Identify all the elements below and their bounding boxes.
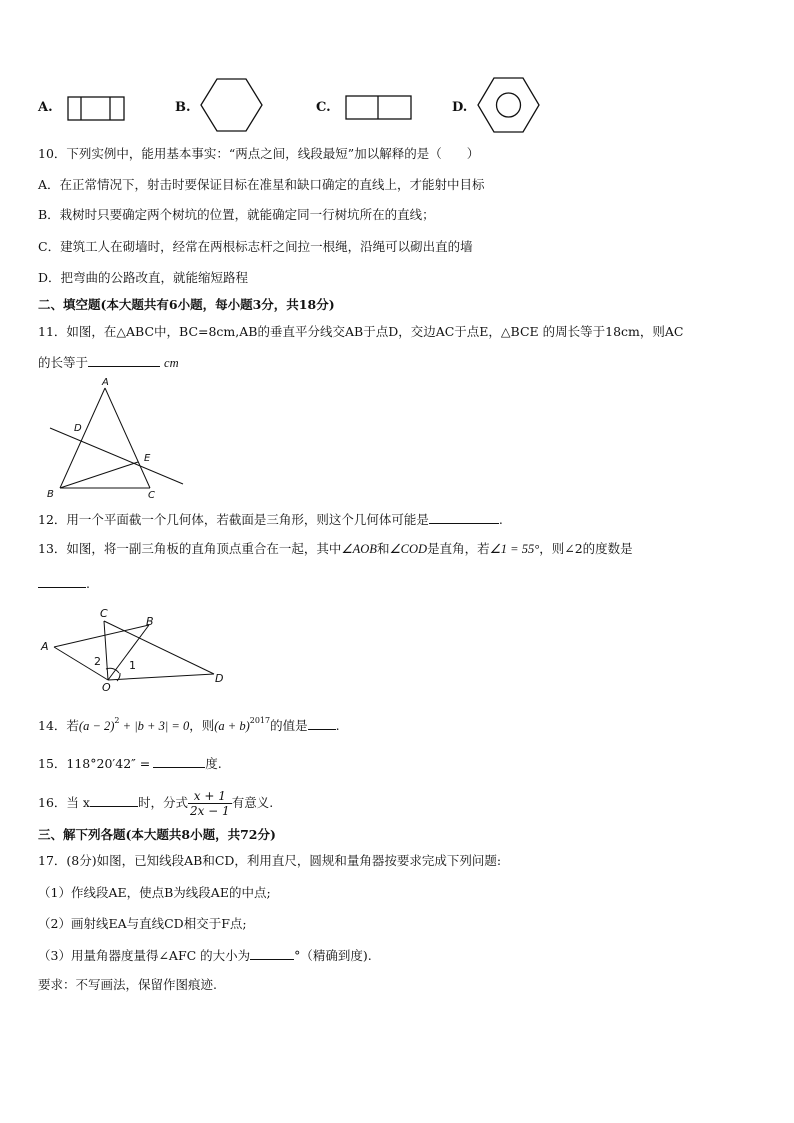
q16-line [38, 788, 273, 820]
q14-end: . [335, 718, 340, 733]
q12-line [38, 511, 503, 528]
q13-label-1: 1 [129, 659, 136, 672]
q10-option-d: D．把弯曲的公路改直，就能缩短路程 [38, 270, 249, 285]
q15-text-post: 度. [205, 756, 222, 771]
q14-expr-2: + |b + 3| = 0 [119, 719, 190, 733]
option-d-figure [477, 77, 541, 135]
q13-line2 [38, 575, 90, 592]
q14-line [38, 713, 340, 734]
q14-text-mid: ，则 [189, 718, 215, 733]
q17-part-3-text: （3）用量角器度量得∠AFC 的大小为 [38, 948, 251, 963]
q13-angle-cod: ∠COD [389, 542, 428, 556]
q17-part-1: （1）作线段AE，使点B为线段AE的中点; [38, 885, 271, 900]
option-a-figure [67, 96, 127, 122]
q16-answer-blank [90, 794, 138, 807]
q16-text-pre: 16．当 x [38, 795, 90, 810]
q16-denominator: 2x − 1 [189, 804, 230, 818]
q13-text-pre: 13．如图，将一副三角板的直角顶点重合在一起，其中 [38, 541, 342, 556]
q10-option-b: B．栽树时只要确定两个树坑的位置，就能确定同一行树坑所在的直线； [38, 207, 435, 222]
q17-part-3-post: °（精确到度). [294, 948, 372, 963]
q16-text-post: 有意义. [231, 795, 274, 810]
section-2-heading: 二、填空题(本大题共有6小题，每小题3分，共18分) [38, 297, 335, 312]
q12-end: . [498, 512, 503, 527]
q15-answer-blank [153, 755, 205, 768]
q11-triangle-figure [38, 378, 188, 500]
q13-line1 [38, 541, 633, 557]
q11-label-e: E [144, 453, 151, 464]
option-b-label: B. [175, 100, 191, 115]
option-d-label: D. [452, 100, 468, 115]
q11-label-d: D [74, 423, 82, 434]
q11-line2-text: 的长等于 [38, 355, 89, 370]
q13-label-d: D [215, 672, 224, 685]
q16-numerator: x + 1 [188, 789, 232, 804]
q13-triangles-figure [38, 605, 238, 700]
q14-answer-blank [308, 717, 336, 730]
option-a-label: A. [38, 100, 53, 115]
q13-text-and: 和 [376, 541, 390, 556]
q13-label-o: O [102, 681, 111, 694]
q17-part-2: （2）画射线EA与直线CD相交于F点; [38, 916, 247, 931]
q13-answer-blank [38, 575, 86, 588]
q11-line2 [38, 354, 179, 371]
q14-text-post: 的值是 [270, 718, 308, 733]
q13-label-c: C [100, 607, 108, 620]
option-b-figure [200, 78, 264, 134]
q11-answer-blank [88, 354, 160, 367]
q17-answer-blank [250, 947, 294, 960]
q14-exp-3: 2017 [249, 716, 271, 725]
q17-part-3 [38, 947, 372, 964]
q12-text: 12．用一个平面截一个几何体，若截面是三角形，则这个几何体可能是 [38, 512, 429, 527]
q10-option-c: C．建筑工人在砌墙时，经常在两根标志杆之间拉一根绳，沿绳可以砌出直的墙 [38, 239, 473, 254]
q16-text-mid: 时，分式 [137, 795, 188, 810]
q15-text-pre: 15． [38, 756, 67, 771]
q13-angle-aob: ∠AOB [341, 542, 377, 556]
q10-option-a: A．在正常情况下，射击时要保证目标在准星和缺口确定的直线上，才能射中目标 [38, 177, 485, 192]
q11-label-b: B [47, 489, 54, 500]
q15-expr: 118°20′42″ = [66, 756, 151, 771]
q16-fraction [188, 789, 232, 818]
q11-unit: cm [164, 356, 179, 370]
q10-stem: 10．下列实例中，能用基本事实：“两点之间，线段最短”加以解释的是（ ） [38, 146, 480, 161]
q14-text-pre: 14．若 [38, 718, 79, 733]
q17-requirement: 要求：不写画法，保留作图痕迹. [38, 977, 217, 992]
q13-label-b: B [146, 615, 154, 628]
q17-stem: 17．(8分)如图，已知线段AB和CD，利用直尺，圆规和量角器按要求完成下列问题: [38, 853, 502, 868]
q13-angle-1-value: ∠1 = 55° [489, 542, 540, 556]
option-c-figure [345, 95, 413, 121]
q13-text-mid: 是直角，若 [427, 541, 490, 556]
q14-expr-1: (a − 2) [78, 719, 115, 733]
q13-end: . [86, 576, 90, 591]
q15-line [38, 755, 222, 772]
q13-text-post: ，则∠2的度数是 [539, 541, 633, 556]
q12-answer-blank [429, 511, 499, 524]
section-3-heading: 三、解下列各题(本大题共8小题，共72分) [38, 827, 276, 842]
option-c-label: C. [316, 100, 331, 115]
q13-label-2: 2 [94, 655, 101, 668]
q14-exp-1: 2 [114, 716, 120, 725]
q14-expr-3: (a + b) [214, 719, 250, 733]
q11-label-a: A [102, 377, 109, 388]
q11-label-c: C [148, 490, 155, 501]
q13-label-a: A [41, 640, 49, 653]
q11-line1: 11．如图，在△ABC中，BC=8cm,AB的垂直平分线交AB于点D，交边AC于点E，△BCE 的周长等于18cm，则AC [38, 324, 684, 339]
